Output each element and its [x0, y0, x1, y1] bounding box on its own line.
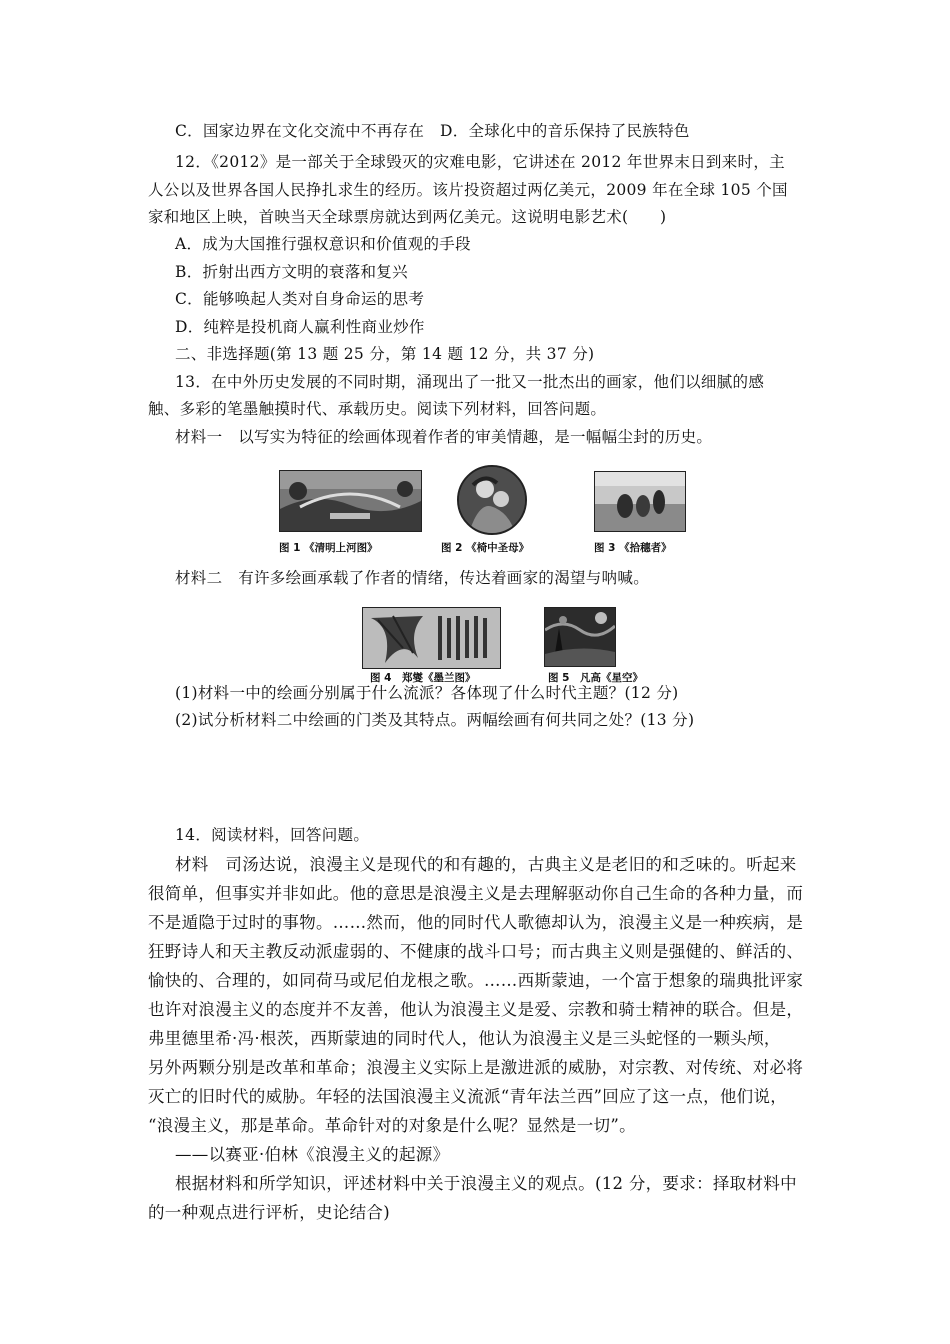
question-14-stem: 14．阅读材料，回答问题。 — [175, 826, 370, 844]
material-paragraph: 材料 司汤达说，浪漫主义是现代的和有趣的，古典主义是老旧的和乏味的。听起来 — [175, 855, 797, 874]
material-paragraph: 灭亡的旧时代的威胁。年轻的法国浪漫主义流派“青年法兰西”回应了这一点，他们说， — [148, 1087, 788, 1106]
question-12-option-d: D．纯粹是投机商人赢利性商业炒作 — [175, 318, 425, 336]
material-paragraph: 弗里德里希·冯·根茨，西斯蒙迪的同时代人，他认为浪漫主义是三头蛇怪的一颗头颅， — [148, 1029, 781, 1048]
material-paragraph: 另外两颗分别是改革和革命；浪漫主义实际上是激进派的威胁，对宗教、对传统、对必将 — [148, 1058, 804, 1077]
question-12-stem: 12．《2012》是一部关于全球毁灭的灾难电影，它讲述在 2012 年世界末日到来时，主 — [175, 153, 785, 171]
material-2: 材料二 有许多绘画承载了作者的情绪，传达着画家的渴望与呐喊。 — [175, 569, 650, 587]
question-14-prompt: 根据材料和所学知识，评述材料中关于浪漫主义的观点。(12 分，要求：择取材料中 — [175, 1174, 797, 1193]
question-13-stem: 13．在中外历史发展的不同时期，涌现出了一批又一批杰出的画家，他们以细腻的感 — [175, 373, 765, 391]
material-paragraph: 愉快的、合理的，如同荷马或尼伯龙根之歌。……西斯蒙迪，一个富于想象的瑞典批评家 — [148, 971, 804, 990]
material-paragraph: 狂野诗人和天主教反动派虚弱的、不健康的战斗口号；而古典主义则是强健的、鲜活的、 — [148, 942, 804, 961]
material-paragraph: 也许对浪漫主义的态度并不友善，他认为浪漫主义是爱、宗教和骑士精神的联合。但是， — [148, 1000, 804, 1019]
material-paragraph: 很简单，但事实并非如此。他的意思是浪漫主义是去理解驱动你自己生命的各种力量，而 — [148, 884, 804, 903]
figure-5-caption: 图 5 凡高《星空》 — [548, 672, 643, 684]
figure-2-image — [457, 465, 527, 535]
figure-2-caption: 图 2 《椅中圣母》 — [441, 542, 530, 554]
figure-4-image — [362, 607, 501, 669]
question-14-prompt: 的一种观点进行评析，史论结合) — [148, 1203, 390, 1222]
question-13-sub-2: (2)试分析材料二中绘画的门类及其特点。两幅绘画有何共同之处？(13 分) — [175, 711, 695, 729]
figure-5-image — [544, 607, 616, 667]
section-2-heading: 二、非选择题(第 13 题 25 分，第 14 题 12 分，共 37 分) — [175, 345, 595, 363]
figure-1-caption: 图 1 《清明上河图》 — [279, 542, 378, 554]
question-12-stem: 人公以及世界各国人民挣扎求生的经历。该片投资超过两亿美元，2009 年在全球 105 个国 — [148, 181, 788, 199]
figure-3-image — [594, 471, 686, 532]
question-13-sub-1: (1)材料一中的绘画分别属于什么流派？各体现了什么时代主题？(12 分) — [175, 684, 679, 702]
question-12-stem: 家和地区上映，首映当天全球票房就达到两亿美元。这说明电影艺术( ) — [148, 208, 667, 226]
question-12-option-a: A．成为大国推行强权意识和价值观的手段 — [175, 235, 471, 253]
material-source: ——以赛亚·伯林《浪漫主义的起源》 — [175, 1145, 450, 1164]
question-13-stem: 触、多彩的笔墨触摸时代、承载历史。阅读下列材料，回答问题。 — [148, 400, 607, 418]
material-paragraph: “浪漫主义，那是革命。革命针对的对象是什么呢？显然是一切”。 — [148, 1116, 636, 1135]
option-c-d-line: C．国家边界在文化交流中不再存在 D．全球化中的音乐保持了民族特色 — [175, 122, 690, 140]
material-paragraph: 不是遁隐于过时的事物。……然而，他的同时代人歌德却认为，浪漫主义是一种疾病，是 — [148, 913, 804, 932]
figure-4-caption: 图 4 郑燮《墨兰图》 — [370, 672, 476, 684]
question-12-option-b: B．折射出西方文明的衰落和复兴 — [175, 263, 408, 281]
material-1: 材料一 以写实为特征的绘画体现着作者的审美情趣，是一幅幅尘封的历史。 — [175, 428, 713, 446]
figure-3-caption: 图 3 《拾穗者》 — [594, 542, 672, 554]
question-12-option-c: C．能够唤起人类对自身命运的思考 — [175, 290, 425, 308]
figure-1-image — [279, 470, 422, 532]
